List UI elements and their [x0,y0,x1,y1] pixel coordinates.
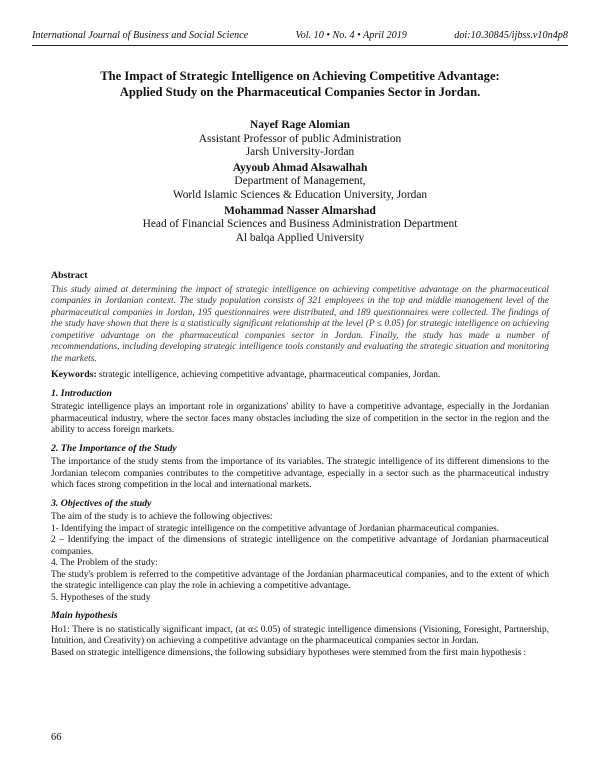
importance-text: The importance of the study stems from the importance of its variables. The strategic intelligence of its different dimensions to the Jordanian telecom companies contributes to the competitive advantage, especially in a sector such as the pharmaceutical industry which faces strong competition in the local and international markets. [51,457,549,490]
doi[interactable]: doi:10.30845/ijbss.v10n4p8 [454,30,568,41]
keywords [51,369,549,382]
author-affiliation: Al balqa Applied University [235,231,365,244]
objectives-intro: The aim of the study is to achieve the following objectives: [51,512,273,522]
author-affiliation: Head of Financial Sciences and Business Administration Department [142,218,458,231]
volume-info: Vol. 10 • No. 4 • April 2019 [295,30,407,41]
abstract-heading: Abstract [51,270,88,281]
author-affiliation: World Islamic Sciences & Education University, Jordan [172,188,428,201]
hypotheses-heading: 5. Hypotheses of the study [51,592,151,603]
main-hypothesis-heading: Main hypothesis [51,610,118,621]
section-heading-objectives: 3. Objectives of the study [51,497,152,509]
problem-heading: 4. The Problem of the study: [51,558,158,568]
keywords-text: strategic intelligence, achieving competitive advantage, pharmaceutical companies, Jordan. [96,370,441,380]
paper-title [40,68,560,100]
author-block [40,119,560,160]
author-affiliation: Department of Management, [234,175,366,188]
page-number: 66 [51,732,62,743]
hypothesis-ho1: Ho1: There is no statistically significant impact, (at α≤ 0.05) of strategic intelligence dimensions (Visioning, Foresight, Partnership, Intuition, and Creativity) on achieving a competitive advantage on the pharmaceutical companies sector in Jordan. [51,624,549,646]
objective-item: 1- Identifying the impact of strategic intelligence on the competitive advantage of Jordanian pharmaceutical companies. [51,523,500,534]
header-divider [32,45,568,46]
abstract-text: This study aimed at determining the impact of strategic intelligence on achieving competitive advantage on the pharmaceutical companies in Jordanian context. The study population consists of 321 employees in the top and middle management level of the pharmaceutical companies in Jordan, 195 questionnaires were distributed, and 189 questionnaires were collected. The findings of the study have shown that there is a statistically significant relationship at the level (P ≤ 0.05) for strategic intelligence on achieving competitive advantage on the pharmaceutical companies sector in Jordan. Finally, the study has made a number of recommendations, including developing strategic intelligence tools constantly and evaluating the strategic situation and monitoring the markets. [51,284,549,364]
subsidiary-hypotheses-intro: Based on strategic intelligence dimensions, the following subsidiary hypotheses were stemmed from the first main hypothesis : [51,647,527,658]
author-affiliation: Assistant Professor of public Administration [198,132,402,145]
section-heading-importance: 2. The Importance of the Study [51,442,177,454]
objective-item: 2 – Identifying the impact of the dimensions of strategic intelligence on the competitive advantage of Jordanian pharmaceutical companies. [51,535,549,557]
title-line-2: Applied Study on the Pharmaceutical Companies Sector in Jordan. [119,85,481,99]
author-name: Mohammad Nasser Almarshad [224,204,376,217]
author-list [40,119,560,247]
problem-text: The study's problem is referred to the competitive advantage of the Jordanian pharmaceutical companies, and to the extent of which the strategic intelligence can play the role in achieving a competitive advantage. [51,569,549,591]
introduction-text: Strategic intelligence plays an important role in organizations' ability to have a competitive advantage, especially in the Jordanian pharmaceutical industry, where the sector faces many obstacles including the size of competition in the sector in the region and the ability to access foreign markets. [51,402,549,435]
author-name: Nayef Rage Alomian [250,119,350,131]
author-name: Ayyoub Ahmad Alsawalhah [232,161,368,174]
author-block [40,205,560,246]
author-block [40,162,560,203]
keywords-label: Keywords: [51,369,97,380]
title-line-1: The Impact of Strategic Intelligence on Achieving Competitive Advantage: [100,69,500,83]
journal-name: International Journal of Business and Social Science [32,30,249,41]
running-header [32,30,568,41]
section-heading-introduction: 1. Introduction [51,387,112,399]
paper-body [51,270,549,659]
author-affiliation: Jarsh University-Jordan [245,146,355,159]
